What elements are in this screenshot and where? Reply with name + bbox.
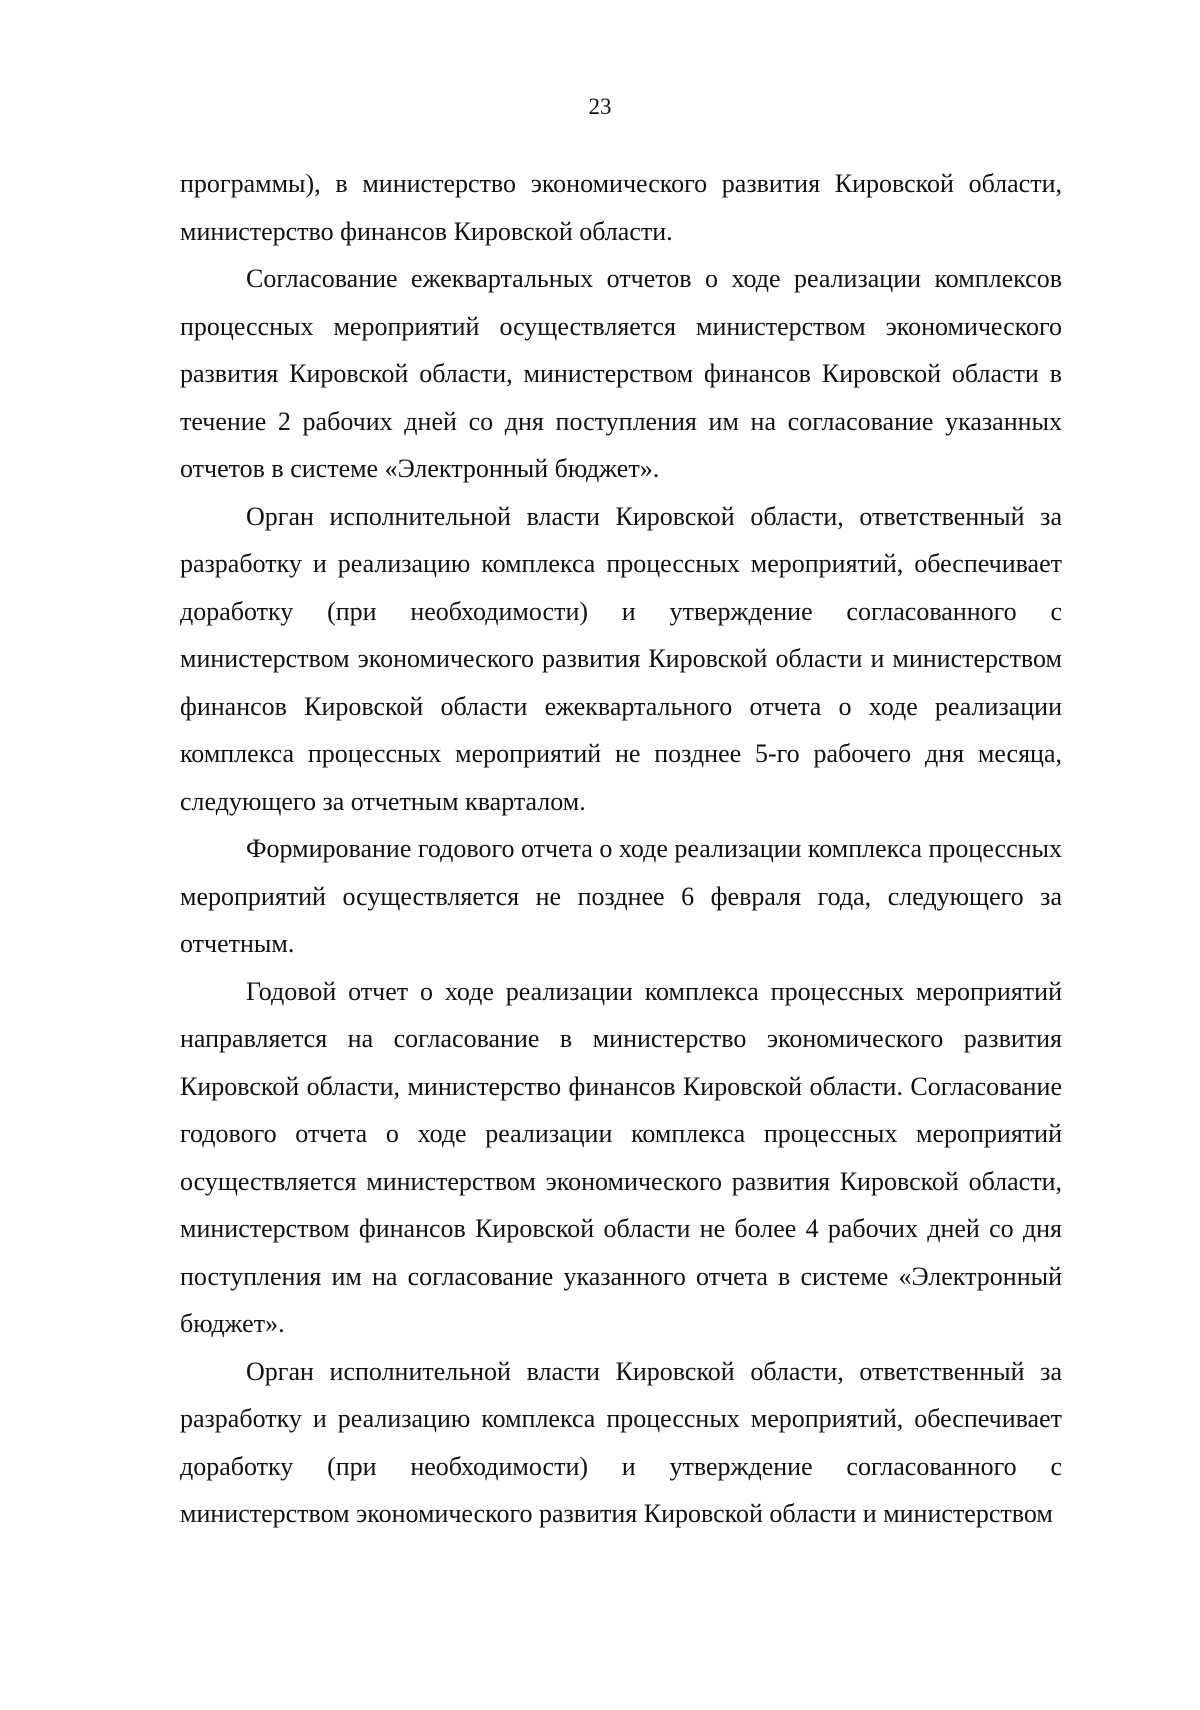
paragraph-quarterly-finalization: Орган исполнительной власти Кировской области, ответственный за разработку и реализацию комплекса процессных мероприятий, обеспечивает доработку (при необходимости) и утверждение согласованного с министерством экономического развития Кировской области и министерством финансов Кировской области ежеквартального отчета о ходе реализации комплекса процессных мероприятий не позднее 5-го рабочего дня месяца, следующего за отчетным кварталом. bbox=[180, 501, 1062, 816]
paragraph-quarterly-approval: Согласование ежеквартальных отчетов о ходе реализации комплексов процессных мероприятий осуществляется министерством экономического развития Кировской области, министерством финансов Кировской области в течение 2 рабочих дней со дня поступления им на согласование указанных отчетов в системе «Электронный бюджет». bbox=[180, 264, 1062, 483]
paragraph-annual-finalization: Орган исполнительной власти Кировской области, ответственный за разработку и реализацию комплекса процессных мероприятий, обеспечивает доработку (при необходимости) и утверждение согласованного с министерством экономического развития Кировской области и министерством bbox=[180, 1356, 1062, 1528]
document-body bbox=[180, 160, 1062, 1538]
paragraph-annual-report-deadline: Формирование годового отчета о ходе реализации комплекса процессных мероприятий осуществляется не позднее 6 февраля года, следующего за отчетным. bbox=[180, 834, 1062, 958]
paragraph-continuation: программы), в министерство экономического развития Кировской области, министерство финансов Кировской области. bbox=[180, 169, 1062, 246]
paragraph-annual-report-approval: Годовой отчет о ходе реализации комплекса процессных мероприятий направляется на согласование в министерство экономического развития Кировской области, министерство финансов Кировской области. Согласование годового отчета о ходе реализации комплекса процессных мероприятий осуществляется министерством экономического развития Кировской области, министерством финансов Кировской области не более 4 рабочих дней со дня поступления им на согласование указанного отчета в системе «Электронный бюджет». bbox=[180, 976, 1062, 1338]
page-number: 23 bbox=[588, 94, 612, 119]
